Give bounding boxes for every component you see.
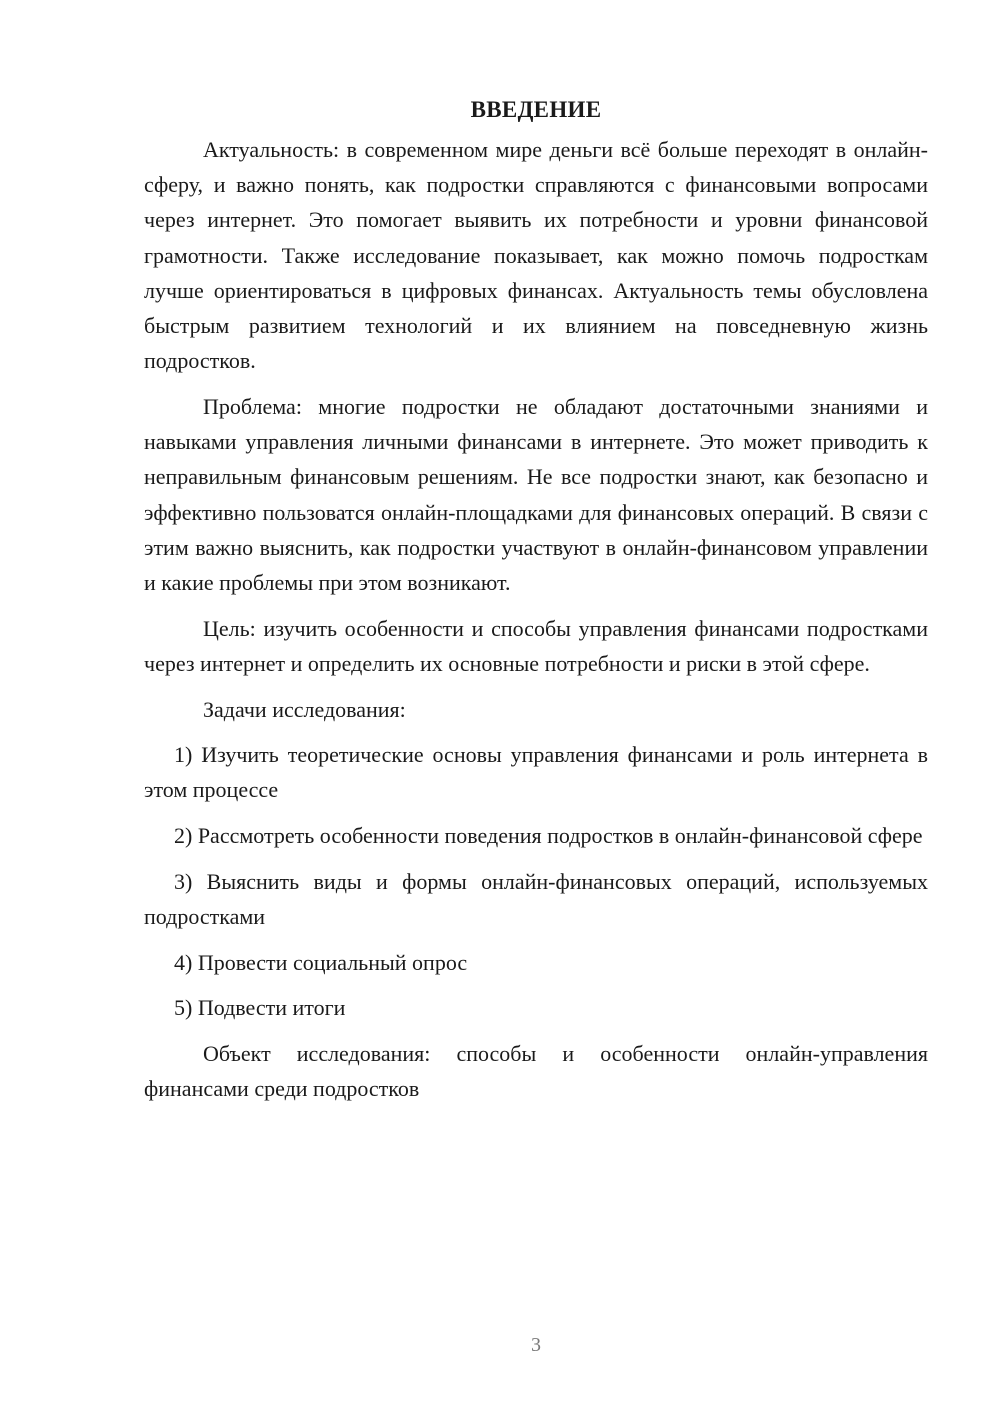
paragraph-tasks-heading: Задачи исследования: <box>203 696 406 722</box>
task-item-4: 4) Провести социальный опрос <box>174 949 468 975</box>
paragraph-object: Объект исследования: способы и особенности онлайн-управления финансами среди подростков <box>144 1041 928 1102</box>
page-number: 3 <box>531 1334 541 1356</box>
task-item-2: 2) Рассмотреть особенности поведения подростков в онлайн-финансовой сфере <box>174 823 923 849</box>
paragraph-relevance: Актуальность: в современном мире деньги всё больше переходят в онлайн-сферу, и важно понять, как подростки справляются с финансовыми вопросами через интернет. Это помогает выявить их потребности и уровни финансовой грамотности. Также исследование показывает, как можно помочь подросткам лучше ориентироваться в цифровых финансах. Актуальность темы обусловлена быстрым развитием технологий и их влиянием на повседневную жизнь подростков. <box>144 137 928 374</box>
paragraph-goal: Цель: изучить особенности и способы управления финансами подростками через интернет и определить их основные потребности и риски в этой сфере. <box>144 615 928 676</box>
task-item-1: 1) Изучить теоретические основы управления финансами и роль интернета в этом процессе <box>144 742 928 803</box>
task-item-3: 3) Выяснить виды и формы онлайн-финансовых операций, используемых подростками <box>144 868 928 930</box>
task-item-5: 5) Подвести итоги <box>174 995 346 1021</box>
page-title: ВВЕДЕНИЕ <box>470 97 602 122</box>
document-page <box>144 92 928 1117</box>
paragraph-problem: Проблема: многие подростки не обладают достаточными знаниями и навыками управления личными финансами в интернете. Это может приводить к неправильным финансовым решениям. Не все подростки знают, как безопасно и эффективно пользоватся онлайн-площадками для финансовых операций. В связи с этим важно выяснить, как подростки участвуют в онлайн-финансовом управлении и какие проблемы при этом возникают. <box>144 393 928 595</box>
